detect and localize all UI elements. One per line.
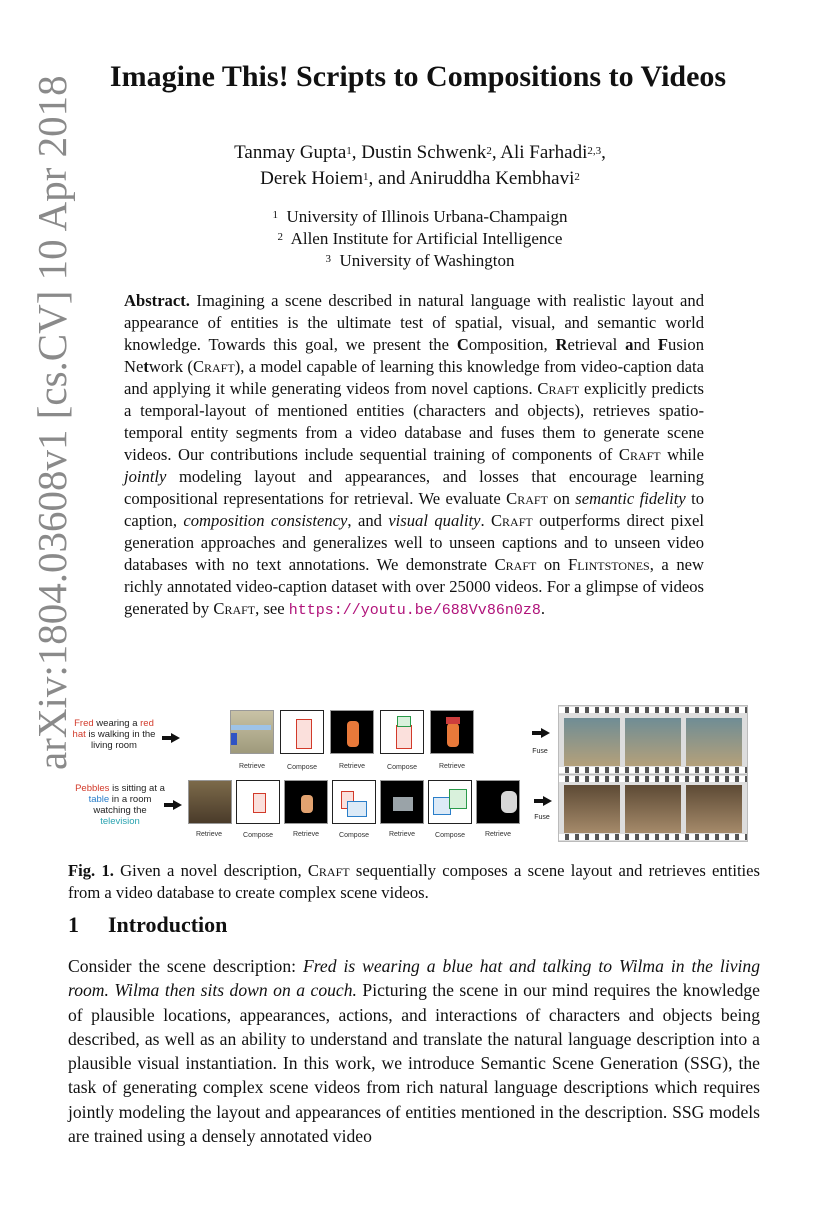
abstract-text: . xyxy=(540,599,545,618)
affil-marker: 3 xyxy=(325,253,332,265)
section-title: Introduction xyxy=(108,912,228,937)
abstract-italic: visual quality xyxy=(388,511,481,530)
caption-entity: television xyxy=(100,816,140,827)
abstract-text: usion Ne xyxy=(124,335,705,376)
video-link[interactable]: https://youtu.be/688Vv86n0z8 xyxy=(288,602,541,619)
abstract-text: work xyxy=(148,357,183,376)
abstract-text: on xyxy=(547,489,576,508)
step-label: Retrieve xyxy=(388,831,416,838)
affiliation-list xyxy=(70,206,770,272)
abstract-italic: composition consistency xyxy=(183,511,348,530)
affiliation xyxy=(70,228,770,250)
abstract-text: omposition, xyxy=(468,335,556,354)
affil-name: Allen Institute for Artificial Intelligence xyxy=(290,229,563,248)
composed-layout-frame xyxy=(236,780,280,824)
abstract-text: , see xyxy=(255,599,289,618)
step-label: Retrieve xyxy=(438,763,466,770)
caption-text: is walking in the living room xyxy=(85,729,156,751)
craft-name: Craft xyxy=(506,489,548,508)
author-name: Aniruddha Kembhavi xyxy=(409,168,575,189)
step-label: Retrieve xyxy=(338,763,366,770)
video-frame xyxy=(625,718,681,766)
paper-title: Imagine This! Scripts to Compositions to Videos xyxy=(109,60,727,93)
arrow-right-icon xyxy=(162,733,180,743)
affiliation xyxy=(70,250,770,272)
affiliation xyxy=(70,206,770,228)
affil-marker: 2 xyxy=(277,231,283,243)
author-affil-marker: 1 xyxy=(363,171,369,183)
figure-caption-text: Given a novel description, xyxy=(113,861,308,880)
video-frame xyxy=(686,718,742,766)
output-video-strip-2 xyxy=(558,774,748,842)
figure-caption xyxy=(68,860,760,904)
video-frame xyxy=(564,718,620,766)
abstract-text: , and xyxy=(347,511,389,530)
abstract-text: etrieval xyxy=(567,335,626,354)
abstract-bold: R xyxy=(555,335,568,354)
author-name: Tanmay Gupta xyxy=(234,142,347,163)
craft-name: Craft xyxy=(494,555,537,574)
step-label: Retrieve xyxy=(195,831,223,838)
composed-layout-frame-2 xyxy=(380,710,424,754)
step-label: Retrieve xyxy=(238,763,266,770)
abstract-text: outperforms direct pixel generation approaches and generalizes well to unseen captions and to unseen video databases with no text annotations. We demonstrate xyxy=(124,511,704,574)
abstract-text: on xyxy=(536,555,569,574)
fuse-label: Fuse xyxy=(532,748,548,755)
abstract-text: modeling layout and appearances, and losses that encourage learning compositional representations for retrieval. We evaluate xyxy=(124,467,704,508)
intro-paragraph xyxy=(68,954,760,1148)
author-name: Dustin Schwenk xyxy=(361,142,487,163)
retrieved-pebbles-frame xyxy=(284,780,328,824)
intro-italic: Fred is wearing a blue hat and talking to Wilma in the living room. Wilma then sits down on a couch. xyxy=(68,956,761,1001)
caption-entity: table xyxy=(88,794,110,805)
composed-layout-frame-2 xyxy=(332,780,376,824)
affil-name: University of Illinois Urbana-Champaign xyxy=(286,207,568,226)
composed-layout-frame-3 xyxy=(428,780,472,824)
step-label: Compose xyxy=(435,832,465,839)
arrow-right-icon xyxy=(532,728,550,738)
figure-1 xyxy=(70,700,760,850)
abstract-bold: t xyxy=(143,357,149,376)
retrieved-television-frame xyxy=(476,780,520,824)
author-line-2: Derek Hoiem$^1$, and Aniruddha Kembhavi$^2$ xyxy=(260,168,580,189)
step-label: Compose xyxy=(339,832,369,839)
author-affil-marker: 2 xyxy=(486,145,492,157)
step-label: Compose xyxy=(243,832,273,839)
step-label: Compose xyxy=(287,764,317,771)
author-name: Ali Farhadi xyxy=(500,142,588,163)
caption-text: is sitting at a xyxy=(109,783,165,794)
abstract-text: to caption, xyxy=(124,489,705,530)
figure-label: Fig. 1. xyxy=(68,861,114,880)
abstract-label: Abstract. xyxy=(124,291,190,310)
section-heading xyxy=(68,912,227,938)
video-frame xyxy=(625,785,681,833)
author-affil-marker: 2,3 xyxy=(587,145,602,157)
video-frame xyxy=(686,785,742,833)
abstract-text: Imagining a scene described in natural language with realistic layout and appearance of entities is the ultimate test of spatial, visual, and semantic world knowledge. Towards this goal, we present the xyxy=(124,291,704,354)
abstract-italic: jointly xyxy=(124,467,167,486)
affil-marker: 1 xyxy=(272,209,279,221)
caption-entity: red hat xyxy=(72,718,154,740)
composed-layout-frame xyxy=(280,710,324,754)
figure-caption-text: sequentially composes a scene layout and retrieves entities from a video database to create complex scene videos. xyxy=(68,861,760,902)
abstract-bold: F xyxy=(657,335,669,354)
abstract-text: ), a model capable of learning this knowledge from video-caption data and applying it while generating videos from novel captions. xyxy=(124,357,704,398)
abstract-text: . xyxy=(480,511,491,530)
arrow-right-icon xyxy=(534,796,552,806)
abstract-text: , a new richly annotated video-caption dataset with over 25000 videos. For a glimpse of videos generated by xyxy=(124,555,704,618)
fuse-label: Fuse xyxy=(534,814,550,821)
abstract-text: nd xyxy=(633,335,658,354)
craft-name: Craft xyxy=(618,445,661,464)
craft-name: Craft xyxy=(213,599,256,618)
abstract-italic: semantic fidelity xyxy=(575,489,686,508)
step-label: Retrieve xyxy=(484,831,512,838)
craft-name: Craft xyxy=(307,861,350,880)
dataset-name: Flintstones xyxy=(568,555,650,574)
abstract-bold: C xyxy=(456,335,469,354)
craft-name: Craft xyxy=(490,511,533,530)
row1-caption xyxy=(70,718,158,751)
abstract-text: while xyxy=(660,445,705,464)
craft-name: Craft xyxy=(537,379,580,398)
step-label: Retrieve xyxy=(292,831,320,838)
author-list xyxy=(70,140,770,192)
arrow-right-icon xyxy=(164,800,182,810)
author-affil-marker: 1 xyxy=(346,145,352,157)
step-label: Compose xyxy=(387,764,417,771)
caption-text: in a room watching the xyxy=(93,794,152,816)
author-line-1: Tanmay Gupta$^1$, Dustin Schwenk$^2$, Ali Farhadi$^{2,3}$, xyxy=(234,142,606,163)
output-video-strip-1 xyxy=(558,705,748,775)
intro-text: Consider the scene description: xyxy=(68,956,303,976)
retrieved-background-frame xyxy=(230,710,274,754)
abstract-text: explicitly predicts a temporal-layout of mentioned entities (characters and objects), retrieves spatio-temporal entity segments from a video database and fuses them to generate scene videos. Our contributions include sequential training of components of xyxy=(124,379,705,464)
affil-name: University of Washington xyxy=(339,251,515,270)
retrieved-table-frame xyxy=(380,780,424,824)
caption-entity: Fred xyxy=(74,718,94,729)
retrieved-room-frame xyxy=(188,780,232,824)
craft-name: Craft xyxy=(192,357,235,376)
author-name: Derek Hoiem xyxy=(260,168,364,189)
section-number: 1 xyxy=(68,912,79,937)
retrieved-fred-frame xyxy=(330,710,374,754)
arxiv-stamp: arXiv:1804.03608v1 [cs.CV] 10 Apr 2018 xyxy=(29,75,75,770)
row2-caption xyxy=(74,783,166,827)
author-affil-marker: 2 xyxy=(574,171,580,183)
abstract: Abstract. Imagining a scene described in natural language with realistic layout and appearance of entities is the ultimate test of spatial, visual, and semantic world knowledge. Towards this goal, we present the Composition, Retrieval and Fusion Network (Craft), a model capable of learning this knowledge from video-caption data and applying it while generating videos from novel captions. Craft explicitly predicts a temporal-layout of mentioned entities (characters and objects), retrieves spatio-temporal entity segments from a video database and fuses them to generate scene videos. Our contributions include sequential training of components of Craft while jointly modeling layout and appearances, and losses that encourage learning compositional representations for retrieval. We evaluate Craft on semantic fidelity to caption, composition consistency, and visual quality. Craft outperforms direct pixel generation approaches and generalizes well to unseen captions and to unseen video databases with no text annotations. We demonstrate Craft on Flintstones, a new richly annotated video-caption dataset with over 25000 videos. For a glimpse of videos generated by Craft, see https://youtu.be/688Vv86n0z8. xyxy=(124,291,705,619)
author-conjunction: and xyxy=(378,168,406,189)
video-frame xyxy=(564,785,620,833)
retrieved-hat-frame xyxy=(430,710,474,754)
abstract-bold: a xyxy=(625,335,634,354)
caption-entity: Pebbles xyxy=(75,783,110,794)
intro-text: Picturing the scene in our mind requires the knowledge of plausible locations, appearances, actions, and interactions of characters and objects being described, as well as an ability to understand and translate the natural language description into a plausible visual instantiation. In this work, we introduce Semantic Scene Generation (SSG), the task of generating complex scene videos from rich natural language descriptions which requires jointly modeling the layout and appearances of entities mentioned in the description. SSG models are trained using a densely annotated video xyxy=(68,980,760,1147)
caption-text: wearing a xyxy=(93,718,141,729)
